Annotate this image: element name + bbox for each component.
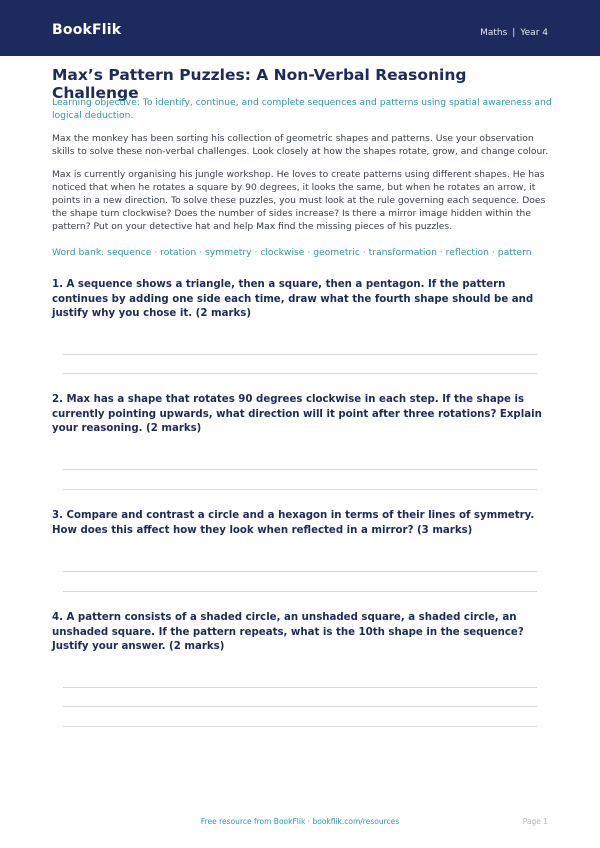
story-paragraph: Max is currently organising his jungle workshop. He loves to create patterns using different shapes. He has noticed that when he rotates a square by 90 degrees, it looks the same, but when he rotates an arrow, it points in a new direction. To solve these puzzles, you must look at the rule governing each sequence. Does the shape turn clockwise? Does the number of sides increase? Is there a mirror image hidden within the pattern? Put on your detective hat and help Max find the missing pieces of his puzzles. <box>52 169 546 232</box>
answer-line[interactable] <box>63 373 537 374</box>
answer-line[interactable] <box>63 687 537 688</box>
brand-logo: BookFlik <box>52 22 122 38</box>
question-2: 2. Max has a shape that rotates 90 degrees clockwise in each step. If the shape is currently pointing upwards, what direction will it point after three rotations? Explain your reasoning. (2 marks) <box>52 394 542 434</box>
word-bank: Word bank: sequence · rotation · symmetry · clockwise · geometric · transformation · reflection · pattern <box>52 247 532 258</box>
year-label: Year 4 <box>520 28 548 38</box>
question-4: 4. A pattern consists of a shaded circle, an unshaded square, a shaded circle, an unshaded square. If the pattern repeats, what is the 10th shape in the sequence? Justify your answer. (2 marks) <box>52 612 524 652</box>
learning-objective: Learning objective: To identify, continue, and complete sequences and patterns using spatial awareness and logical deduction. <box>52 97 552 121</box>
answer-line[interactable] <box>63 591 537 592</box>
page-header <box>0 0 600 56</box>
question-3: 3. Compare and contrast a circle and a hexagon in terms of their lines of symmetry. How does this affect how they look when reflected in a mirror? (3 marks) <box>52 510 535 536</box>
subject-year-meta <box>480 28 548 38</box>
page-title: Max’s Pattern Puzzles: A Non-Verbal Reasoning Challenge <box>52 66 467 102</box>
answer-line[interactable] <box>63 354 537 355</box>
question-1: 1. A sequence shows a triangle, then a square, then a pentagon. If the pattern continues by adding one side each time, draw what the fourth shape should be and justify why you chose it. (2 marks) <box>52 279 534 319</box>
answer-line[interactable] <box>63 726 537 727</box>
answer-line[interactable] <box>63 571 537 572</box>
answer-line[interactable] <box>63 469 537 470</box>
page-number: Page 1 <box>522 817 548 826</box>
answer-line[interactable] <box>63 489 537 490</box>
answer-line[interactable] <box>63 706 537 707</box>
footer-text: Free resource from BookFlik · bookflik.com/resources <box>200 817 400 826</box>
subject-label: Maths <box>480 28 508 38</box>
meta-separator: | <box>512 28 516 38</box>
intro-paragraph: Max the monkey has been sorting his collection of geometric shapes and patterns. Use your observation skills to solve these non-verbal challenges. Look closely at how the shapes rotate, grow, and change colour. <box>52 133 549 157</box>
